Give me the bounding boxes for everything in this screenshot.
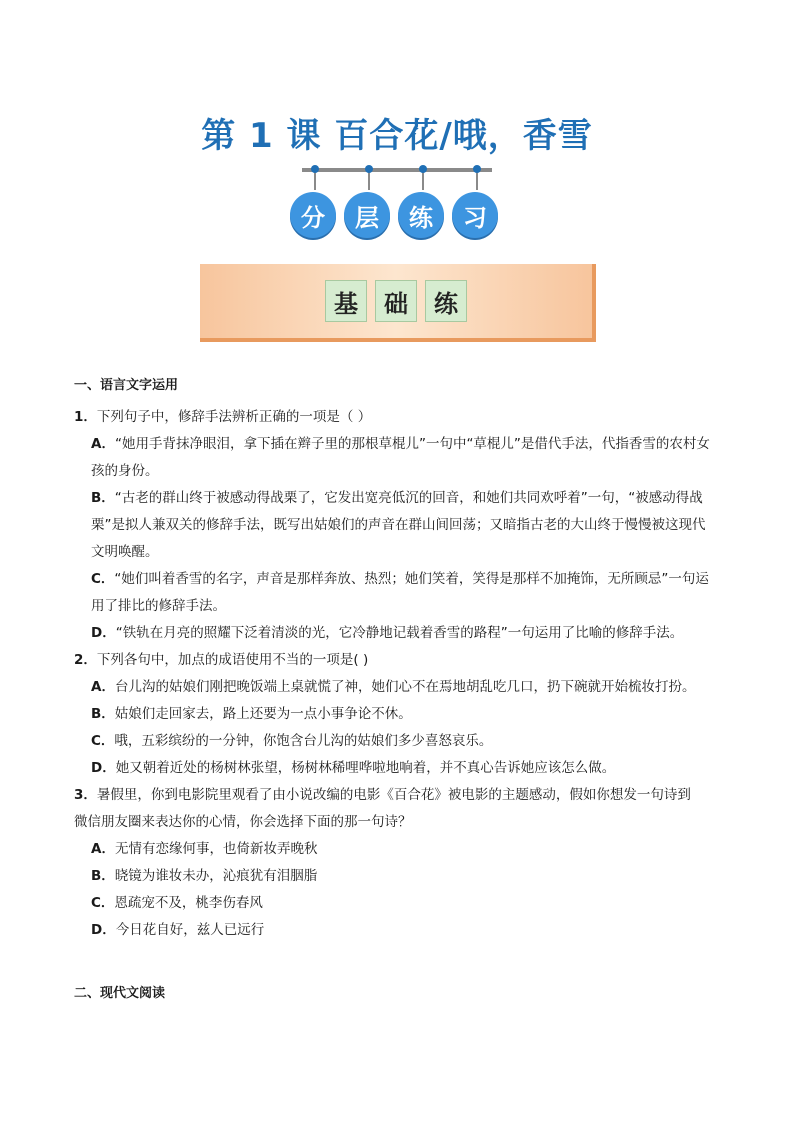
option-line: 她又朝着近处的杨树林张望，杨树林稀哩哗啦地响着，并不真心告诉她应该怎么做。 [115,760,616,776]
option-line: 姑娘们走回家去，路上还要为一点小事争论不休。 [114,706,412,722]
section-heading: 二、现代文阅读 [74,986,166,1001]
option [91,566,726,620]
option-letter: C． [91,895,115,911]
layered-practice-badges [290,192,504,238]
option [91,863,726,890]
question-text: 暑假里，你到电影院里观看了由小说改编的电影《百合花》被电影的主题感动，假如你想发一句诗到 [96,787,691,803]
option-line: “她们叫着香雪的名字，声音是那样奔放、热烈；她们笑着，笑得是那样不加掩饰，无所顾忌”一句运 [114,571,709,587]
badge-circle: 分 [290,192,336,238]
option [91,728,726,755]
banner-char: 基 [325,280,367,322]
option [91,755,726,782]
badge-circle: 层 [344,192,390,238]
question-number: 2． [74,652,97,668]
option-letter: D． [91,760,116,776]
option-line: 哦，五彩缤纷的一分钟，你饱含台儿沟的姑娘们多少喜怒哀乐。 [114,733,493,749]
option-letter: A． [91,436,115,452]
rail-pin [476,168,478,190]
question-list [74,404,726,944]
option-line: 恩疏宠不及，桃李伤春风 [114,895,263,911]
question [74,647,726,674]
option-letter: B． [91,706,115,722]
option-letter: B． [91,490,115,506]
question-text-continued: 微信朋友圈来表达你的心情，你会选择下面的那一句诗？ [74,814,412,830]
section-heading: 一、语言文字运用 [74,378,179,393]
option-line: 今日花自好，兹人已远行 [115,922,265,938]
rail-pin [314,168,316,190]
question [74,404,726,431]
option-letter: B． [91,868,115,884]
option-line: 栗”是拟人兼双关的修辞手法，既写出姑娘们的声音在群山间回荡；又暗指古老的大山终于慢慢被这现代 [91,517,706,533]
option-letter: A． [91,679,115,695]
option-line: 无情有恋缘何事，也倚新妆弄晚秋 [114,841,318,857]
question-number: 1． [74,409,97,425]
rail-pin [368,168,370,190]
option-line: “她用手背抹净眼泪，拿下插在辫子里的那根草棍儿”一句中“草棍儿”是借代手法，代指香雪的农村女 [114,436,710,452]
option-letter: D． [91,625,116,641]
option-letter: C． [91,571,115,587]
option [91,701,726,728]
option-line: 晓镜为谁妆未办，沁痕犹有泪胭脂 [114,868,318,884]
option [91,431,726,485]
option-line: 台儿沟的姑娘们刚把晚饭端上桌就慌了神，她们心不在焉地胡乱吃几口，扔下碗就开始梳妆打扮。 [114,679,696,695]
rail-pin [422,168,424,190]
option [91,620,726,647]
option-line: 用了排比的修辞手法。 [91,598,226,614]
banner-char: 础 [375,280,417,322]
option [91,890,726,917]
question-number: 3． [74,787,97,803]
option-letter: D． [91,922,116,938]
page-title: 第 1 课 百合花/哦，香雪 [201,116,593,156]
option-line: 文明唤醒。 [91,544,159,560]
option-line: “古老的群山终于被感动得战栗了，它发出宽亮低沉的回音，和她们共同欢呼着”一句，“被感动得战 [114,490,703,506]
option [91,485,726,566]
option-line: 孩的身份。 [91,463,159,479]
banner-char: 练 [425,280,467,322]
option [91,917,726,944]
basic-practice-banner [200,264,596,342]
question-text: 下列句子中，修辞手法辨析正确的一项是（ ） [96,409,372,425]
option-letter: A． [91,841,115,857]
question [74,782,726,836]
question-text: 下列各句中，加点的成语使用不当的一项是( ) [96,652,369,668]
option [91,674,726,701]
decorative-rail [302,168,492,172]
badge-circle: 习 [452,192,498,238]
option-line: “铁轨在月亮的照耀下泛着清淡的光，它冷静地记载着香雪的路程”一句运用了比喻的修辞手法。 [115,625,684,641]
badge-circle: 练 [398,192,444,238]
option [91,836,726,863]
option-letter: C． [91,733,115,749]
